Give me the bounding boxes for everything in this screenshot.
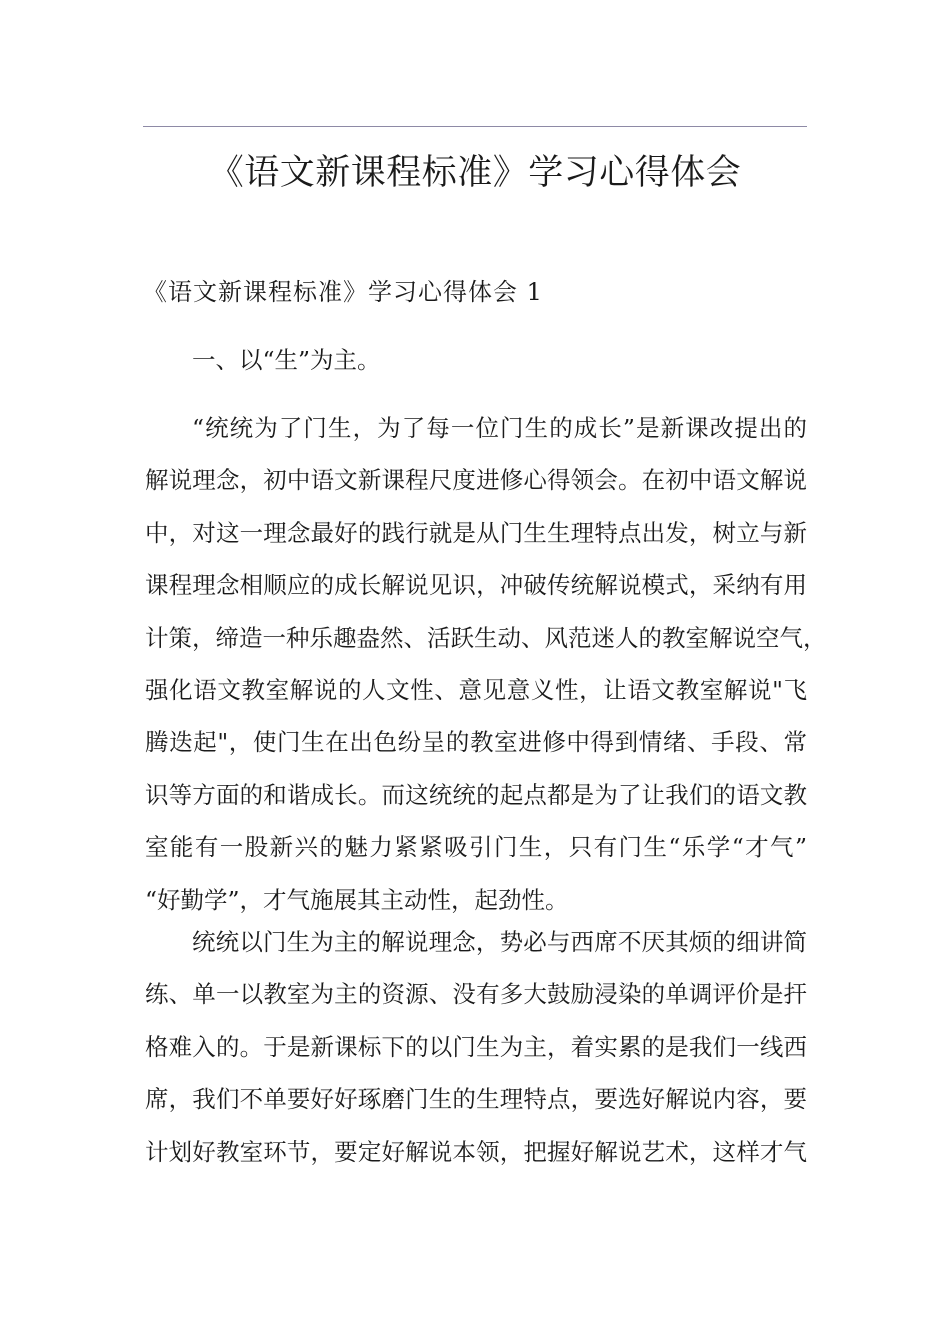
paragraph-2-line: 练、单一以教室为主的资源、没有多大鼓励浸染的单调评价是扞 — [145, 980, 807, 1009]
paragraph-1-line: “统统为了门生，为了每一位门生的成长”是新课改提出的 — [192, 414, 807, 442]
paragraph-1-line: 腾迭起"，使门生在出色纷呈的教室进修中得到情绪、手段、常 — [145, 728, 807, 757]
paragraph-1-line: 计策，缔造一种乐趣盎然、活跃生动、风范迷人的教室解说空气， — [145, 623, 827, 652]
document-title: 《语文新课程标准》学习心得体会 — [208, 153, 742, 193]
paragraph-1-line: 中，对这一理念最好的践行就是从门生生理特点出发，树立与新 — [145, 518, 807, 547]
paragraph-2-line: 格难入的。于是新课标下的以门生为主，着实累的是我们一线西 — [145, 1032, 807, 1061]
paragraph-2-line: 席，我们不单要好好琢磨门生的生理特点，要选好解说内容，要 — [145, 1085, 807, 1114]
paragraph-1-line: 强化语文教室解说的人文性、意见意义性，让语文教室解说"飞 — [145, 675, 807, 704]
section-heading-text: 一、以“生”为主。 — [192, 346, 381, 374]
paragraph-1-line: 解说理念，初中语文新课程尺度进修心得领会。在初中语文解说 — [145, 466, 807, 495]
paragraph-2 — [145, 916, 807, 1178]
paragraph-1-line: 识等方面的和谐成长。而这统统的起点都是为了让我们的语文教 — [145, 780, 807, 809]
paragraph-1-line: 室能有一股新兴的魅力紧紧吸引门生，只有门生“乐学“才气” — [145, 833, 807, 862]
section-heading — [145, 334, 807, 386]
paragraph-1 — [145, 402, 827, 926]
paragraph-1-line: 课程理念相顺应的成长解说见识，冲破传统解说模式，采纳有用 — [145, 571, 807, 600]
paragraph-2-line: 计划好教室环节，要定好解说本领，把握好解说艺术，这样才气 — [145, 1137, 807, 1166]
paragraph-1-line: “好勤学”，才气施展其主动性，起劲性。 — [145, 885, 569, 914]
paragraph-2-line: 统统以门生为主的解说理念，势必与西席不厌其烦的细讲简 — [192, 928, 807, 956]
document-subtitle: 《语文新课程标准》学习心得体会 1 — [143, 278, 543, 306]
header-rule — [143, 126, 807, 127]
